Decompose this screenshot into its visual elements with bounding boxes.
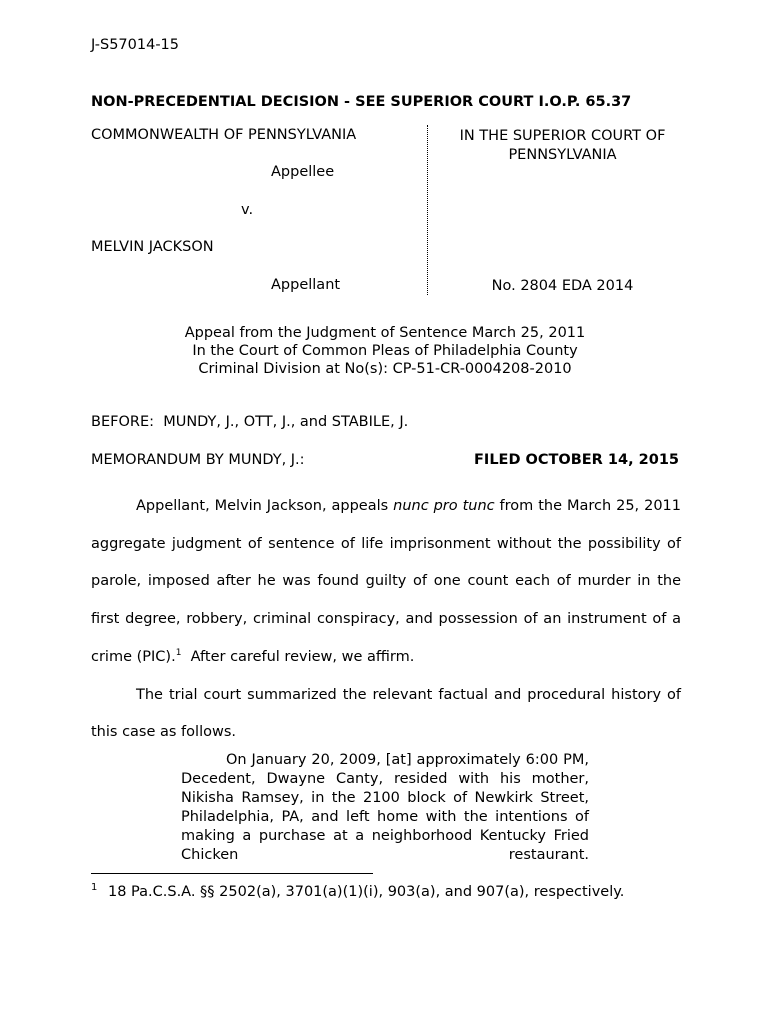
role-appellee: Appellee — [271, 164, 335, 180]
panel-judges: BEFORE: MUNDY, J., OTT, J., and STABILE, J. — [91, 414, 409, 430]
role-appellant: Appellant — [271, 277, 341, 293]
docket-code: J-S57014-15 — [91, 37, 180, 53]
party-defendant: MELVIN JACKSON — [91, 239, 214, 255]
paragraph-1-end: After careful review, we affirm. — [181, 648, 415, 665]
court-name-line1: IN THE SUPERIOR COURT OF — [459, 128, 666, 144]
caption-divider — [427, 125, 428, 295]
memorandum-author: MEMORANDUM BY MUNDY, J.: — [91, 452, 305, 468]
block-quote-text: On January 20, 2009, [at] approximately 6:00 PM, Decedent, Dwayne Canty, resided with his mother, Nikisha Ramsey, in the 2100 block of Newkirk Street, Philadelphia, PA, and left home with the intentions of making a purchase at a neighborhood Kentucky Fried Chicken restaurant. — [181, 752, 589, 863]
appeal-line2: In the Court of Common Pleas of Philadelphia County — [192, 343, 578, 359]
opinion-body — [91, 488, 681, 752]
versus-label: v. — [241, 202, 254, 218]
court-name-line2: PENNSYLVANIA — [508, 147, 617, 163]
decision-heading: NON-PRECEDENTIAL DECISION - SEE SUPERIOR COURT I.O.P. 65.37 — [91, 94, 632, 110]
footnote-marker: 1 — [91, 882, 98, 894]
caption-right — [440, 127, 685, 165]
paragraph-1 — [91, 488, 681, 677]
block-quote — [181, 751, 589, 865]
nunc-pro-tunc: nunc pro tunc — [393, 498, 495, 514]
paragraph-1-start: Appellant, Melvin Jackson, appeals — [136, 498, 394, 514]
paragraph-1-middle: from the March 25, 2011 aggregate judgment of sentence of life imprisonment without the possibility of parole, imposed after he was found guilty of one count each of murder in the first degree, robbery, criminal conspiracy, and possession of an instrument of a crime (PIC). — [91, 498, 682, 665]
party-commonwealth: COMMONWEALTH OF PENNSYLVANIA — [91, 127, 357, 143]
filed-date: FILED OCTOBER 14, 2015 — [474, 452, 679, 468]
paragraph-2: The trial court summarized the relevant factual and procedural history of this case as follows. — [91, 686, 681, 741]
footnote-text: 18 Pa.C.S.A. §§ 2502(a), 3701(a)(1)(i), 903(a), and 907(a), respectively. — [107, 884, 625, 900]
appeal-line3: Criminal Division at No(s): CP-51-CR-0004208-2010 — [198, 361, 572, 377]
appeal-info — [91, 324, 679, 378]
footnote — [91, 884, 624, 900]
docket-number: No. 2804 EDA 2014 — [491, 278, 634, 294]
appeal-line1: Appeal from the Judgment of Sentence March 25, 2011 — [184, 325, 586, 341]
footnote-divider — [91, 873, 373, 874]
footnote-ref[interactable]: 1 — [175, 647, 182, 658]
